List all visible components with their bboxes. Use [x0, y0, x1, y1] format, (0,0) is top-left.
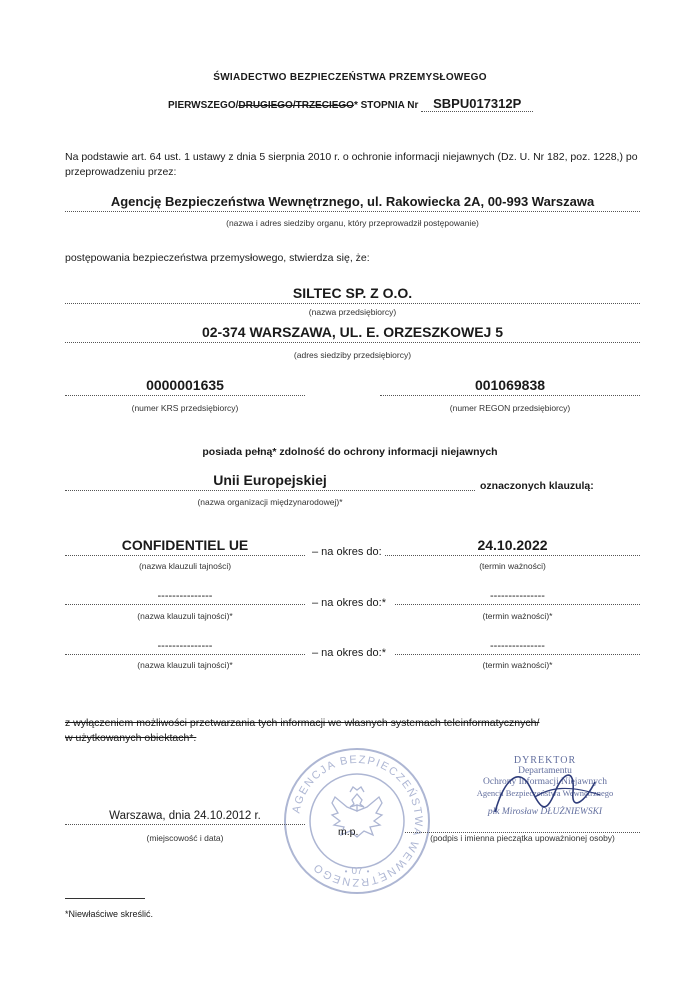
signature-caption: (podpis i imienna pieczątka upoważnionej osoby) [430, 833, 615, 843]
krs-caption: (numer KRS przedsiębiorcy) [131, 403, 239, 413]
footnote-rule [65, 898, 145, 899]
place-date-field: Warszawa, dnia 24.10.2012 r. [65, 810, 305, 825]
clause-1-period-label: – na okres do: [312, 546, 382, 558]
organization-field: Unii Europejskiej [65, 472, 475, 491]
clause-3-caption: (nazwa klauzuli tajności)* [137, 660, 233, 670]
mp-label: m.p. [338, 826, 359, 838]
company-name-caption: (nazwa przedsiębiorcy) [308, 307, 397, 317]
signature-line-4: Agencji Bezpieczeństwa Wewnętrznego [476, 788, 614, 798]
clause-1-field: CONFIDENTIEL UE [65, 537, 305, 556]
clause-2-period-label: – na okres do:* [312, 597, 386, 609]
stamp-number: 07 [351, 866, 363, 877]
clause-1-date: 24.10.2022 [385, 537, 640, 556]
certificate-title: ŚWIADECTWO BEZPIECZEŃSTWA PRZEMYSŁOWEGO [213, 72, 487, 83]
clause-1-caption: (nazwa klauzuli tajności) [138, 561, 232, 571]
krs-field: 0000001635 [65, 377, 305, 396]
capacity-text: posiada pełną* zdolność do ochrony informacji niejawnych [202, 446, 498, 458]
clause-2-date: --------------- [395, 590, 640, 605]
signature-line-2: Departamentu [518, 766, 572, 776]
place-date-caption: (miejscowość i data) [146, 833, 224, 843]
clause-3-field: --------------- [65, 640, 305, 655]
stamp-ring-text: AGENCJA BEZPIECZEŃSTWA WEWNĘTRZNEGO [290, 753, 425, 889]
organization-suffix: oznaczonych klauzulą: [480, 480, 594, 492]
clause-3-date: --------------- [395, 640, 640, 655]
clause-2-caption: (nazwa klauzuli tajności)* [137, 611, 233, 621]
degree-suffix: * STOPNIA Nr [353, 100, 419, 111]
footnote: *Niewłaściwe skreślić. [65, 909, 154, 919]
company-address-field: 02-374 WARSZAWA, UL. E. ORZESZKOWEJ 5 [65, 324, 640, 343]
signature-line-5: płk Mirosław DŁUŻNIEWSKI [487, 807, 603, 817]
certificate-degree-line [168, 96, 533, 112]
signature-line-3: Ochrony Informacji Niejawnych [483, 777, 607, 787]
clause-3-date-caption: (termin ważności)* [482, 660, 553, 670]
degree-first: PIERWSZEGO/ [168, 100, 239, 111]
exception-text: z wyłączeniem możliwości przetwarzania tych informacji we własnych systemach teleinformatycznych/ [65, 717, 540, 729]
intro-text: Na podstawie art. 64 ust. 1 ustawy z dnia 5 sierpnia 2010 r. o ochronie informacji niejawnych (Dz. U. Nr 182, poz. 1228,) po przeprowadzeniu przez: [65, 151, 638, 178]
exception-text-2: w użytkowanych obiektach*. [65, 732, 197, 744]
svg-text:•: • [366, 867, 370, 876]
regon-field: 001069838 [380, 377, 640, 396]
degree-struck: DRUGIEGO/TRZECIEGO [238, 100, 354, 111]
certificate-number: SBPU017312P [421, 96, 533, 112]
agency-caption: (nazwa i adres siedziby organu, który przeprowadził postępowanie) [226, 218, 479, 228]
handwritten-signature-icon [475, 757, 625, 827]
exception-text-2-wrap [65, 732, 196, 744]
svg-text:•: • [344, 867, 348, 876]
company-name-field: SILTEC SP. Z O.O. [65, 285, 640, 304]
agency-field: Agencję Bezpieczeństwa Wewnętrznego, ul. Rakowiecka 2A, 00-993 Warszawa [65, 194, 640, 212]
clause-2-field: --------------- [65, 590, 305, 605]
signature-line-1: DYREKTOR [513, 755, 577, 766]
company-address-caption: (adres siedziby przedsiębiorcy) [293, 350, 412, 360]
clause-3-period-label: – na okres do:* [312, 647, 386, 659]
regon-caption: (numer REGON przedsiębiorcy) [449, 403, 571, 413]
clause-2-date-caption: (termin ważności)* [482, 611, 553, 621]
signature-line [405, 820, 640, 833]
clause-1-date-caption: (termin ważności) [479, 561, 546, 571]
procedure-text: postępowania bezpieczeństwa przemysłowego, stwierdza się, że: [65, 252, 370, 264]
organization-caption: (nazwa organizacji międzynarodowej)* [197, 497, 343, 507]
